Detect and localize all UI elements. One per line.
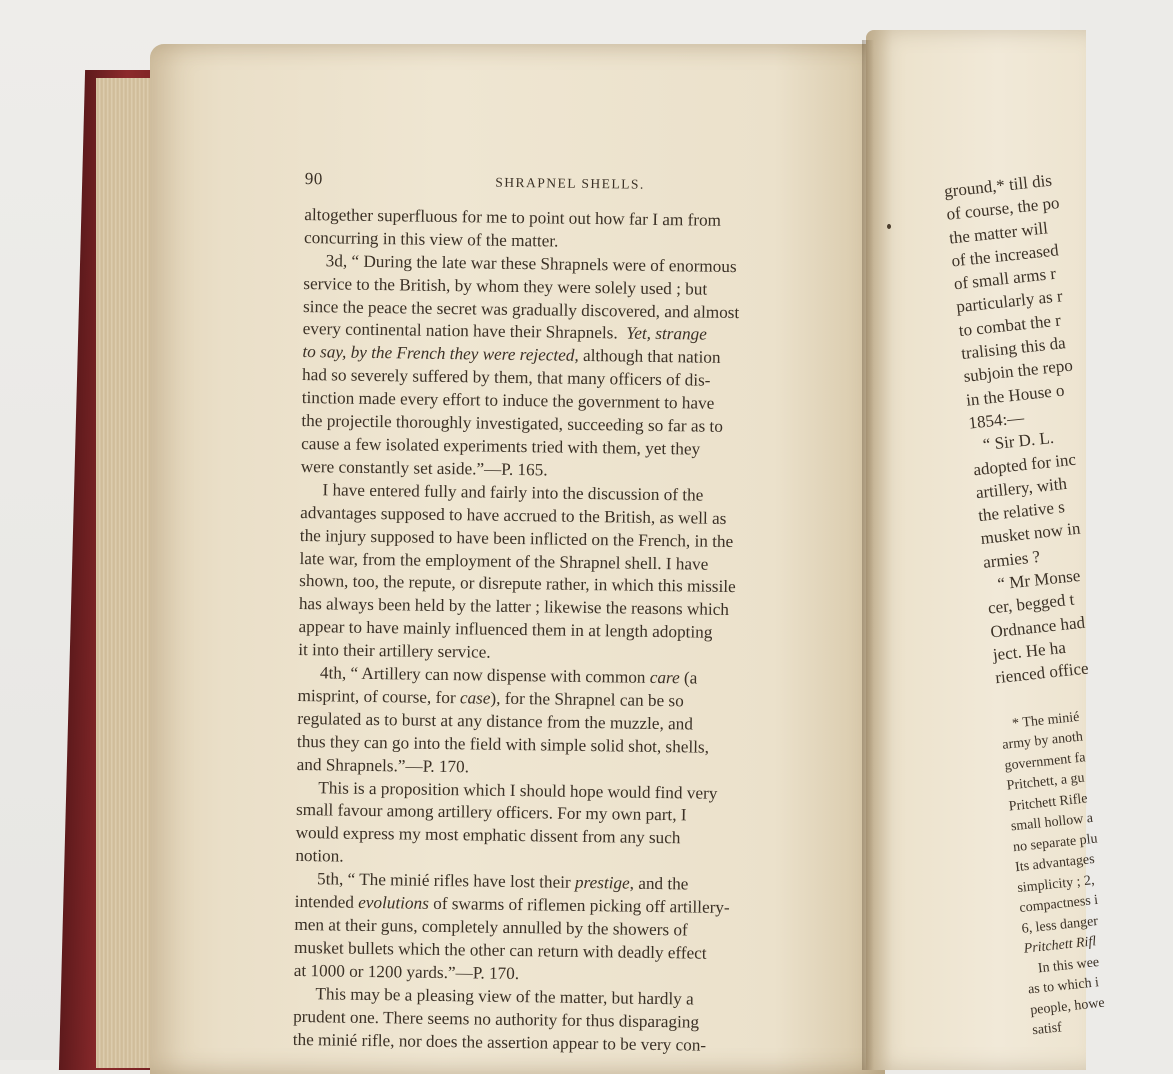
text-line: advantages supposed to have accrued to the British, as well as xyxy=(300,502,727,528)
text-line: armies ? xyxy=(982,546,1041,572)
text-span: (a xyxy=(679,668,698,688)
footnote-line: Its advantages xyxy=(1014,851,1096,876)
text-line: Ordnance had xyxy=(989,612,1086,642)
ink-speck xyxy=(887,224,891,229)
text-line: the injury supposed to have been inflicted on the French, in the xyxy=(299,525,734,551)
footnote-line: as to which i xyxy=(1027,975,1100,998)
text-line: subjoin the repo xyxy=(962,355,1074,387)
text-line: of course, the po xyxy=(945,193,1061,225)
text-line: of the increased xyxy=(950,240,1060,271)
text-line: appear to have mainly influenced them in at length adopting xyxy=(298,617,713,642)
italic-span: Yet, strange xyxy=(626,323,707,345)
text-line: “ Mr Monse xyxy=(996,565,1082,594)
text-line: tinction made every effort to induce the government to have xyxy=(301,388,715,413)
text-line: artillery, with xyxy=(974,473,1068,503)
text-span: although that nation xyxy=(582,346,721,368)
footnote-line: compactness i xyxy=(1018,892,1099,916)
text-line: the relative s xyxy=(977,497,1066,526)
text-line: notion. xyxy=(295,846,344,866)
text-line: prudent one. There seems no authority for thus disparaging xyxy=(293,1006,700,1032)
text-line: 1854:— xyxy=(967,407,1025,433)
text-line: to combat the r xyxy=(957,310,1062,340)
text-line: particularly as r xyxy=(955,286,1064,317)
text-line: This may be a pleasing view of the matter, but hardly a xyxy=(315,983,694,1009)
text-line: the projectile thoroughly investigated, succeeding so far as to xyxy=(301,411,724,436)
text-span: , and the xyxy=(629,873,689,894)
text-line: cer, begged t xyxy=(987,589,1076,618)
text-line: would express my most emphatic dissent from any such xyxy=(295,823,681,848)
text-line: at 1000 or 1200 yards.”—P. 170. xyxy=(293,960,520,983)
book-gutter xyxy=(862,40,874,1070)
text-line: the minié rifle, nor does the assertion appear to be very con- xyxy=(292,1029,707,1055)
footnote-line: Pritchett, a gu xyxy=(1005,770,1086,794)
text-line: thus they can go into the field with simple solid shot, shells, xyxy=(296,731,710,757)
italic-span: evolutions xyxy=(358,892,430,913)
text-line: small favour among artillery officers. For my own part, I xyxy=(295,800,687,825)
text-line: This is a proposition which I should hope would find very xyxy=(318,777,718,803)
text-span: intended xyxy=(294,892,359,912)
text-line: tralising this da xyxy=(960,333,1067,364)
text-line: of small arms r xyxy=(952,263,1057,294)
text-line: has always been held by the latter ; likewise the reasons which xyxy=(298,594,730,620)
text-span: 4th, “ Artillery can now dispense with common xyxy=(319,663,650,687)
text-span: misprint, of course, for xyxy=(297,685,461,708)
footnote-line: simplicity ; 2, xyxy=(1016,872,1096,896)
footnote-line: small hollow a xyxy=(1010,810,1094,835)
text-line: in the House o xyxy=(965,380,1066,410)
text-line: concurring in this view of the matter. xyxy=(303,227,559,251)
text-line: late war, from the employment of the Shrapnel shell. I have xyxy=(299,548,709,574)
text-line: rienced office xyxy=(994,658,1090,688)
text-line: shown, too, the repute, or disrepute rather, in which this missile xyxy=(299,571,736,597)
italic-span: care xyxy=(649,667,680,688)
italic-span: prestige xyxy=(574,873,630,893)
footnote-line: people, howe xyxy=(1029,995,1106,1018)
text-line: ground,* till dis xyxy=(943,170,1053,201)
footnote-line: * The minié xyxy=(1011,709,1081,732)
text-line: musket bullets which the other can return with deadly effect xyxy=(293,937,707,963)
footnote-line: In this wee xyxy=(1037,954,1100,976)
text-line: regulated as to burst at any distance from the muzzle, and xyxy=(297,708,694,734)
text-line: had so severely suffered by them, that many officers of dis- xyxy=(301,365,711,390)
text-span: of swarms of riflemen picking off artillery- xyxy=(428,893,730,918)
footnote-line: no separate plu xyxy=(1012,831,1099,855)
text-span: every continental nation have their Shrapnels. xyxy=(302,319,618,343)
text-line: service to the British, by whom they were solely used ; but xyxy=(303,273,708,299)
text-line: “ Sir D. L. xyxy=(981,428,1055,455)
text-line: were constantly set aside.”—P. 165. xyxy=(300,456,548,480)
footnote-line: Pritchett Rifle xyxy=(1008,790,1089,815)
footnote-line: government fa xyxy=(1003,749,1087,774)
footnote-line: army by anoth xyxy=(1001,729,1084,753)
text-line: and Shrapnels.”—P. 170. xyxy=(296,754,470,777)
text-line: I have entered fully and fairly into the discussion of the xyxy=(322,480,704,505)
text-line: musket now in xyxy=(979,519,1082,549)
text-line: ject. He ha xyxy=(991,637,1067,665)
text-line: adopted for inc xyxy=(972,449,1077,479)
text-line: it into their artillery service. xyxy=(298,640,491,662)
footnote-line: Pritchett Rifl xyxy=(1023,934,1097,957)
text-line: 3d, “ During the late war these Shrapnels were of enormous xyxy=(325,251,737,276)
italic-span: case xyxy=(459,688,491,708)
footnote-line: 6, less danger xyxy=(1020,913,1099,937)
footnote-line: satisf xyxy=(1031,1020,1063,1039)
text-line: since the peace the secret was gradually discovered, and almost xyxy=(302,296,740,322)
page-number: 90 xyxy=(304,168,323,189)
running-head: SHRAPNEL SHELLS. xyxy=(495,174,645,192)
text-line: the matter will xyxy=(948,217,1049,248)
text-span: 5th, “ The minié rifles have lost their xyxy=(316,869,576,893)
text-line: men at their guns, completely annulled by the showers of xyxy=(294,914,688,940)
text-line: cause a few isolated experiments tried with them, yet they xyxy=(301,433,701,459)
text-span: ), for the Shrapnel can be so xyxy=(490,688,684,711)
text-line: altogether superfluous for me to point out how far I am from xyxy=(304,204,722,230)
italic-span: to say, by the French they were rejected, xyxy=(302,342,579,366)
left-page-text xyxy=(293,168,810,1058)
